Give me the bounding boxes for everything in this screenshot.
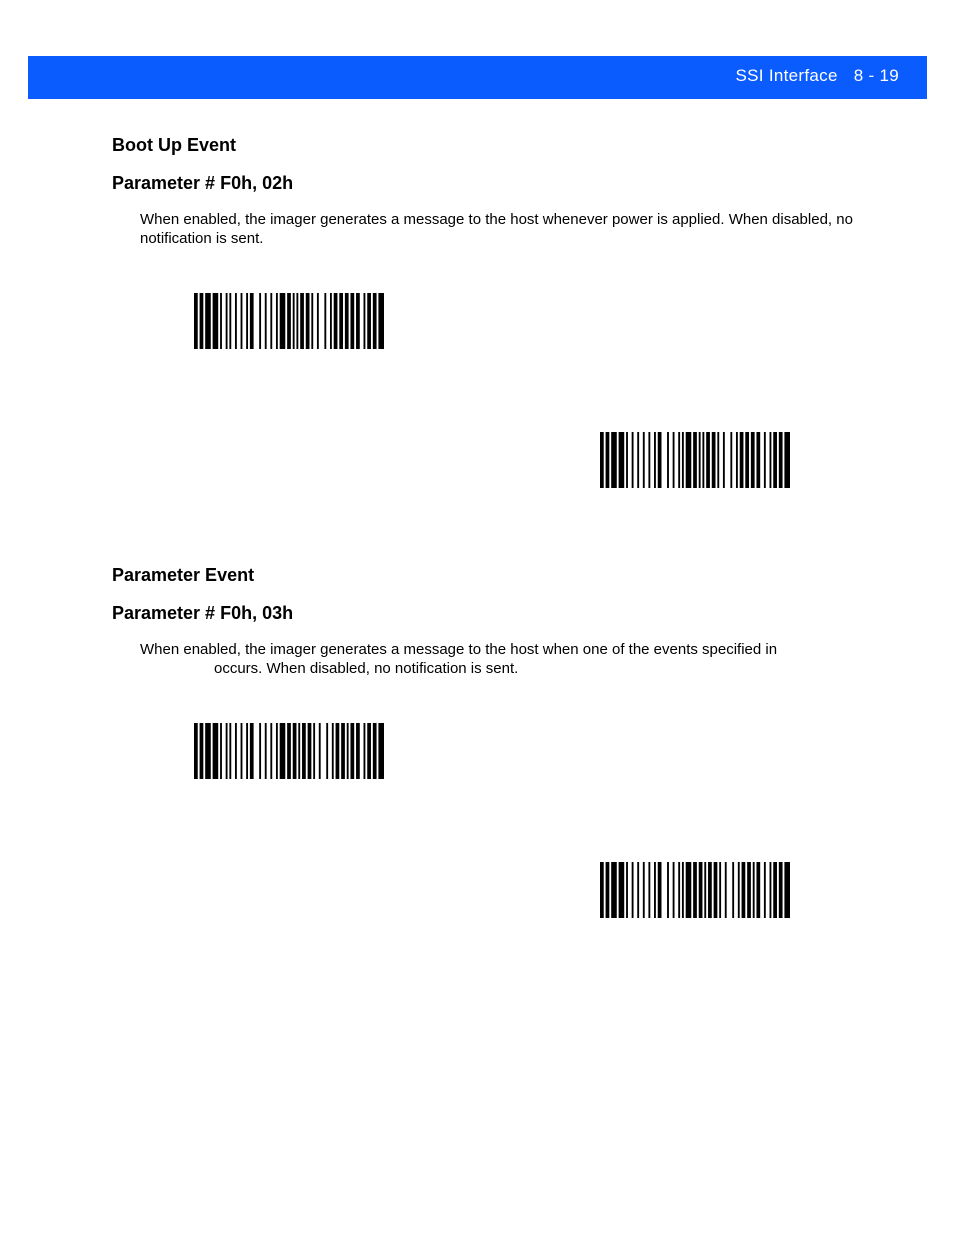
barcode-bar [276, 723, 278, 779]
param-event-enable-barcode [194, 723, 384, 779]
barcode-bar [606, 862, 610, 918]
barcode-bar [367, 293, 371, 349]
barcode-bar [332, 723, 334, 779]
barcode-bar [779, 432, 783, 488]
barcode-bar [319, 723, 321, 779]
barcode-bar [725, 862, 727, 918]
barcode-bar [764, 432, 766, 488]
barcode-bar [619, 862, 625, 918]
page-header [28, 56, 927, 99]
barcode-bar [654, 862, 656, 918]
boot-up-description [140, 210, 853, 248]
barcode-bar [779, 862, 783, 918]
barcode-bar [740, 432, 744, 488]
header-section: SSI Interface [735, 66, 838, 85]
barcode-bar [678, 862, 680, 918]
barcode-bar [773, 862, 777, 918]
barcode-bar [302, 723, 306, 779]
barcode-bar [723, 432, 725, 488]
barcode-bar [194, 293, 198, 349]
barcode-bar [600, 432, 604, 488]
barcode-bar [693, 432, 697, 488]
barcode-bar [229, 723, 231, 779]
barcode-bar [648, 862, 650, 918]
barcode-bar [308, 723, 312, 779]
barcode-bar [632, 432, 634, 488]
barcode-bar [280, 293, 286, 349]
barcode-bar [704, 862, 706, 918]
barcode-bar [200, 293, 204, 349]
barcode-bar [313, 723, 315, 779]
barcode-bar [747, 862, 751, 918]
barcode-bar [719, 862, 721, 918]
barcode-bar [235, 723, 237, 779]
barcode-bar [194, 723, 198, 779]
barcode-bar [241, 723, 243, 779]
param-event-desc-line2: occurs. When disabled, no notification is sent. [214, 660, 519, 677]
barcode-bar [341, 723, 345, 779]
barcode-bar [643, 432, 645, 488]
barcode-bar [706, 432, 710, 488]
barcode-bar [246, 293, 248, 349]
barcode-bar [378, 723, 384, 779]
barcode-bar [265, 293, 267, 349]
barcode-bar [678, 432, 680, 488]
barcode-bar [770, 432, 772, 488]
barcode-bar [637, 432, 639, 488]
barcode-bar [682, 432, 684, 488]
barcode-bar [293, 723, 297, 779]
barcode-bar [298, 723, 300, 779]
boot-up-title: Boot Up Event [112, 135, 236, 155]
barcode-bar [773, 432, 777, 488]
header-page-number: 8 - 19 [853, 66, 899, 85]
barcode-bar [654, 432, 656, 488]
barcode-bar [686, 432, 692, 488]
barcode-bar [682, 862, 684, 918]
barcode-bar [241, 293, 243, 349]
barcode-bar [756, 432, 760, 488]
barcode-bar [226, 723, 228, 779]
barcode-bar [350, 293, 354, 349]
param-event-title: Parameter Event [112, 565, 255, 585]
barcode-bar [213, 723, 219, 779]
barcode-bar [745, 432, 749, 488]
param-event-description [140, 640, 777, 678]
barcode-bar [784, 432, 790, 488]
barcode-bar [673, 862, 675, 918]
barcode-bar [648, 432, 650, 488]
barcode-bar [736, 432, 738, 488]
barcode-bar [226, 293, 228, 349]
boot-up-desc-line1: When enabled, the imager generates a message to the host whenever power is applied. When disabled, no [140, 211, 853, 228]
barcode-bar [756, 862, 760, 918]
barcode-bar [717, 432, 719, 488]
barcode-bar [356, 723, 360, 779]
barcode-bar [287, 293, 291, 349]
barcode-bar [626, 432, 628, 488]
barcode-bar [364, 723, 366, 779]
barcode-bar [334, 293, 338, 349]
barcode-bar [667, 862, 669, 918]
barcode-bar [270, 723, 272, 779]
barcode-bar [373, 293, 377, 349]
barcode-bar [699, 432, 701, 488]
barcode-bar [673, 432, 675, 488]
barcode-bar [611, 432, 617, 488]
barcode-bar [658, 862, 662, 918]
barcode-bar [667, 432, 669, 488]
barcode-bar [751, 432, 755, 488]
barcode-bar [336, 723, 340, 779]
barcode-bar [714, 862, 718, 918]
barcode-bar [293, 293, 295, 349]
barcode-bar [742, 862, 746, 918]
barcode-bar [764, 862, 766, 918]
barcode-bar [699, 862, 703, 918]
barcode-bar [324, 293, 326, 349]
barcode-bar [330, 293, 332, 349]
barcode-bar [220, 293, 222, 349]
barcode-bar [373, 723, 377, 779]
barcode-bar [784, 862, 790, 918]
barcode-bar [250, 293, 254, 349]
barcode-bar [246, 723, 248, 779]
barcode-bar [280, 723, 286, 779]
barcode-bar [350, 723, 354, 779]
barcode-bar [770, 862, 772, 918]
barcode-bar [702, 432, 704, 488]
barcode-bar [317, 293, 319, 349]
barcode-bar [259, 293, 261, 349]
barcode-bar [235, 293, 237, 349]
barcode-bar [606, 432, 610, 488]
barcode-bar [619, 432, 625, 488]
barcode-bar [326, 723, 328, 779]
barcode-bar [730, 432, 732, 488]
header-text [736, 66, 899, 86]
param-event-disable-barcode [600, 862, 790, 918]
barcode-bar [200, 723, 204, 779]
barcode-bar [364, 293, 366, 349]
barcode-bar [632, 862, 634, 918]
param-event-param: Parameter # F0h, 03h [112, 603, 294, 623]
barcode-bar [205, 293, 211, 349]
barcode-bar [345, 293, 349, 349]
barcode-bar [732, 862, 734, 918]
barcode-bar [753, 862, 755, 918]
barcode-bar [213, 293, 219, 349]
barcode-bar [287, 723, 291, 779]
barcode-bar [738, 862, 740, 918]
barcode-bar [600, 862, 604, 918]
barcode-bar [270, 293, 272, 349]
barcode-bar [686, 862, 692, 918]
barcode-bar [296, 293, 298, 349]
barcode-bar [306, 293, 310, 349]
boot-up-enable-barcode [194, 293, 384, 349]
barcode-bar [220, 723, 222, 779]
boot-up-desc-line2: notification is sent. [140, 230, 264, 247]
barcode-bar [626, 862, 628, 918]
barcode-bar [276, 293, 278, 349]
barcode-bar [265, 723, 267, 779]
barcode-bar [205, 723, 211, 779]
barcode-bar [693, 862, 697, 918]
barcode-bar [637, 862, 639, 918]
barcode-bar [356, 293, 360, 349]
barcode-bar [708, 862, 712, 918]
barcode-bar [300, 293, 304, 349]
param-event-desc-line1: When enabled, the imager generates a message to the host when one of the events specified in [140, 641, 778, 658]
barcode-bar [378, 293, 384, 349]
barcode-bar [658, 432, 662, 488]
barcode-bar [643, 862, 645, 918]
barcode-bar [347, 723, 349, 779]
barcode-bar [712, 432, 716, 488]
barcode-bar [367, 723, 371, 779]
barcode-bar [339, 293, 343, 349]
boot-up-param: Parameter # F0h, 02h [112, 173, 294, 193]
boot-up-disable-barcode [600, 432, 790, 488]
barcode-bar [611, 862, 617, 918]
barcode-bar [311, 293, 313, 349]
barcode-bar [250, 723, 254, 779]
barcode-bar [259, 723, 261, 779]
barcode-bar [229, 293, 231, 349]
